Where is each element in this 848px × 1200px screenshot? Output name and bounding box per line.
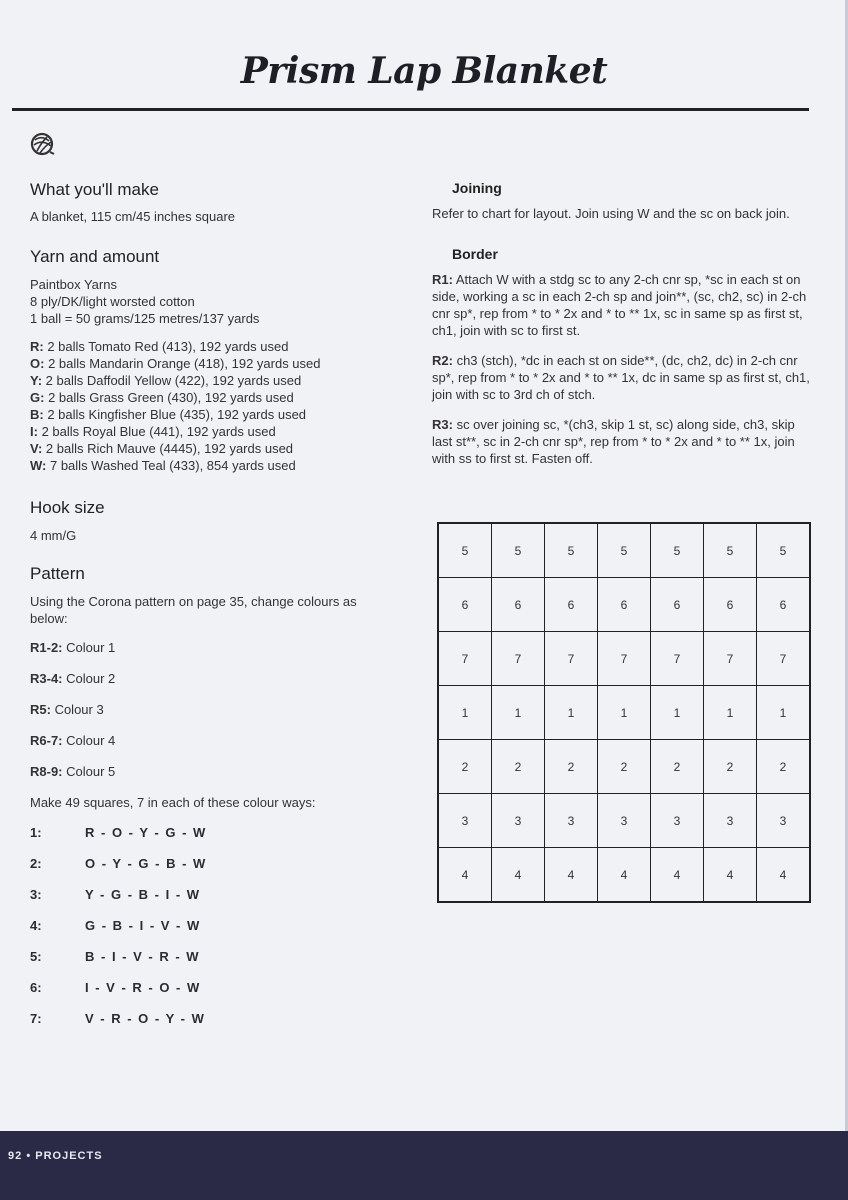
border-round-label: R3: xyxy=(432,417,453,432)
chart-cell: 3 xyxy=(439,794,492,848)
colour-way-row xyxy=(30,972,400,1003)
colour-way-sequence: O - Y - G - B - W xyxy=(85,856,207,871)
colour-list xyxy=(30,338,400,474)
chart-cell: 6 xyxy=(757,578,810,632)
colour-item xyxy=(30,423,400,440)
chart-cell: 4 xyxy=(598,848,651,902)
colour-item xyxy=(30,338,400,355)
colour-code: I: xyxy=(30,424,38,439)
pattern-heading: Pattern xyxy=(30,564,85,583)
chart-row xyxy=(439,524,810,578)
colour-way-row xyxy=(30,910,400,941)
chart-row xyxy=(439,632,810,686)
colour-way-number: 6: xyxy=(30,980,42,995)
colour-item xyxy=(30,406,400,423)
joining-heading: Joining xyxy=(452,180,502,196)
colour-way-row xyxy=(30,848,400,879)
page-title: Prism Lap Blanket xyxy=(240,50,608,92)
chart-cell: 7 xyxy=(439,632,492,686)
colour-code: W: xyxy=(30,458,47,473)
chart-cell: 6 xyxy=(439,578,492,632)
chart-row xyxy=(439,740,810,794)
section-name: PROJECTS xyxy=(35,1150,103,1162)
colour-way-row xyxy=(30,879,400,910)
colour-item xyxy=(30,440,400,457)
chart-cell: 4 xyxy=(757,848,810,902)
chart-cell: 7 xyxy=(545,632,598,686)
joining-text: Refer to chart for layout. Join using W and the sc on back join. xyxy=(432,206,790,221)
colour-way-number: 5: xyxy=(30,949,42,964)
chart-cell: 1 xyxy=(492,686,545,740)
chart-row xyxy=(439,686,810,740)
colour-desc: 2 balls Royal Blue (441), 192 yards used xyxy=(37,424,276,439)
chart-cell: 1 xyxy=(545,686,598,740)
colour-way-row xyxy=(30,941,400,972)
colour-code: R: xyxy=(30,339,44,354)
title-rule xyxy=(12,108,809,111)
chart-cell: 6 xyxy=(492,578,545,632)
round-colour: Colour 3 xyxy=(50,702,104,717)
round-colour: Colour 4 xyxy=(62,733,116,748)
round-label: R8-9: xyxy=(30,764,63,779)
make-text: A blanket, 115 cm/45 inches square xyxy=(30,209,235,224)
colour-item xyxy=(30,372,400,389)
chart-cell: 7 xyxy=(598,632,651,686)
chart-cell: 2 xyxy=(704,740,757,794)
round-item xyxy=(30,732,400,763)
chart-cell: 5 xyxy=(704,524,757,578)
chart-cell: 1 xyxy=(757,686,810,740)
colour-item xyxy=(30,355,400,372)
border-heading: Border xyxy=(452,246,498,262)
colour-desc: 2 balls Rich Mauve (4445), 192 yards used xyxy=(42,441,294,456)
pattern-intro: Using the Corona pattern on page 35, change colours as below: xyxy=(30,594,357,626)
colour-desc: 2 balls Mandarin Orange (418), 192 yards used xyxy=(44,356,321,371)
chart-cell: 2 xyxy=(598,740,651,794)
colour-ways xyxy=(30,817,400,1034)
colour-way-sequence: B - I - V - R - W xyxy=(85,949,201,964)
round-item xyxy=(30,763,400,794)
chart-cell: 2 xyxy=(439,740,492,794)
left-column xyxy=(30,180,400,1034)
round-label: R3-4: xyxy=(30,671,63,686)
chart-cell: 5 xyxy=(492,524,545,578)
round-label: R1-2: xyxy=(30,640,63,655)
right-column xyxy=(432,180,812,467)
chart-cell: 1 xyxy=(704,686,757,740)
chart-cell: 1 xyxy=(598,686,651,740)
round-label: R6-7: xyxy=(30,733,63,748)
chart-cell: 5 xyxy=(651,524,704,578)
border-round-text: Attach W with a stdg sc to any 2-ch cnr sp, *sc in each st on side, working a sc in each 2-ch sp and join**, (sc, ch2, sc) in 2-ch cnr sp*, rep from * to * 2x and * to ** 1x, sc in same sp as first st, ch1, join with sc to first st. xyxy=(432,272,807,338)
colour-desc: 2 balls Tomato Red (413), 192 yards used xyxy=(43,339,289,354)
chart-cell: 6 xyxy=(598,578,651,632)
page-number: 92 xyxy=(8,1150,23,1162)
border-round xyxy=(432,271,812,339)
rounds-list xyxy=(30,639,400,794)
round-item xyxy=(30,701,400,732)
colour-way-number: 2: xyxy=(30,856,42,871)
chart-cell: 2 xyxy=(757,740,810,794)
chart-cell: 3 xyxy=(704,794,757,848)
colour-way-sequence: R - O - Y - G - W xyxy=(85,825,207,840)
yarn-line: Paintbox Yarns xyxy=(30,277,117,292)
chart-cell: 7 xyxy=(651,632,704,686)
colour-way-sequence: G - B - I - V - W xyxy=(85,918,201,933)
chart-row xyxy=(439,578,810,632)
colour-way-row xyxy=(30,1003,400,1034)
make-heading: What you'll make xyxy=(30,180,159,199)
round-colour: Colour 2 xyxy=(62,671,116,686)
chart-cell: 2 xyxy=(492,740,545,794)
chart-cell: 4 xyxy=(704,848,757,902)
chart-cell: 4 xyxy=(651,848,704,902)
chart-cell: 5 xyxy=(439,524,492,578)
colour-way-number: 4: xyxy=(30,918,42,933)
layout-chart xyxy=(437,522,811,903)
colour-desc: 7 balls Washed Teal (433), 854 yards used xyxy=(46,458,296,473)
yarn-line: 8 ply/DK/light worsted cotton xyxy=(30,294,195,309)
chart-cell: 5 xyxy=(545,524,598,578)
colour-code: V: xyxy=(30,441,43,456)
colour-item xyxy=(30,389,400,406)
border-round-label: R2: xyxy=(432,353,453,368)
colour-way-sequence: Y - G - B - I - W xyxy=(85,887,201,902)
chart-cell: 2 xyxy=(651,740,704,794)
chart-cell: 1 xyxy=(651,686,704,740)
colour-desc: 2 balls Daffodil Yellow (422), 192 yards used xyxy=(42,373,302,388)
chart-cell: 7 xyxy=(704,632,757,686)
colour-code: Y: xyxy=(30,373,43,388)
chart-cell: 3 xyxy=(651,794,704,848)
hook-heading: Hook size xyxy=(30,498,105,517)
chart-row xyxy=(439,848,810,902)
footer-bar xyxy=(0,1131,848,1200)
colour-way-number: 7: xyxy=(30,1011,42,1026)
footer-text xyxy=(8,1150,103,1162)
chart-cell: 7 xyxy=(757,632,810,686)
chart-cell: 3 xyxy=(545,794,598,848)
chart-cell: 4 xyxy=(492,848,545,902)
colour-way-number: 1: xyxy=(30,825,42,840)
round-colour: Colour 1 xyxy=(62,640,116,655)
chart-cell: 4 xyxy=(545,848,598,902)
footer-bullet: • xyxy=(26,1150,32,1162)
border-round xyxy=(432,352,812,403)
colour-desc: 2 balls Grass Green (430), 192 yards used xyxy=(44,390,294,405)
chart-cell: 5 xyxy=(598,524,651,578)
chart-cell: 7 xyxy=(492,632,545,686)
chart-cell: 6 xyxy=(651,578,704,632)
chart-cell: 3 xyxy=(492,794,545,848)
colour-item xyxy=(30,457,400,474)
yarn-heading: Yarn and amount xyxy=(30,247,160,266)
colour-way-sequence: I - V - R - O - W xyxy=(85,980,201,995)
chart-cell: 2 xyxy=(545,740,598,794)
round-item xyxy=(30,639,400,670)
colour-way-sequence: V - R - O - Y - W xyxy=(85,1011,206,1026)
chart-cell: 6 xyxy=(704,578,757,632)
colour-code: B: xyxy=(30,407,44,422)
hook-text: 4 mm/G xyxy=(30,528,77,543)
chart-row xyxy=(439,794,810,848)
chart-cell: 1 xyxy=(439,686,492,740)
border-round xyxy=(432,416,812,467)
round-colour: Colour 5 xyxy=(62,764,116,779)
chart-cell: 3 xyxy=(598,794,651,848)
yarn-line: 1 ball = 50 grams/125 metres/137 yards xyxy=(30,311,260,326)
colour-desc: 2 balls Kingfisher Blue (435), 192 yards used xyxy=(43,407,307,422)
border-round-text: sc over joining sc, *(ch3, skip 1 st, sc) along side, ch3, skip last st**, sc in 2-ch cnr sp*, rep from * to * 2x and * to ** 1x, join with ss to first st. Fasten off. xyxy=(432,417,795,466)
border-round-text: ch3 (stch), *dc in each st on side**, (dc, ch2, dc) in 2-ch cnr sp*, rep from * to * 2x and * to ** 1x, dc in same sp as first st, ch1, join with sc to 3rd ch of stch. xyxy=(432,353,810,402)
make-squares-text: Make 49 squares, 7 in each of these colour ways: xyxy=(30,795,316,810)
chart-cell: 6 xyxy=(545,578,598,632)
chart-cell: 4 xyxy=(439,848,492,902)
chart-cell: 5 xyxy=(757,524,810,578)
colour-way-number: 3: xyxy=(30,887,42,902)
round-item xyxy=(30,670,400,701)
round-label: R5: xyxy=(30,702,51,717)
colour-code: O: xyxy=(30,356,45,371)
border-round-label: R1: xyxy=(432,272,453,287)
colour-way-row xyxy=(30,817,400,848)
yarn-ball-icon xyxy=(30,131,56,157)
chart-cell: 3 xyxy=(757,794,810,848)
colour-code: G: xyxy=(30,390,45,405)
yarn-info xyxy=(30,276,400,327)
